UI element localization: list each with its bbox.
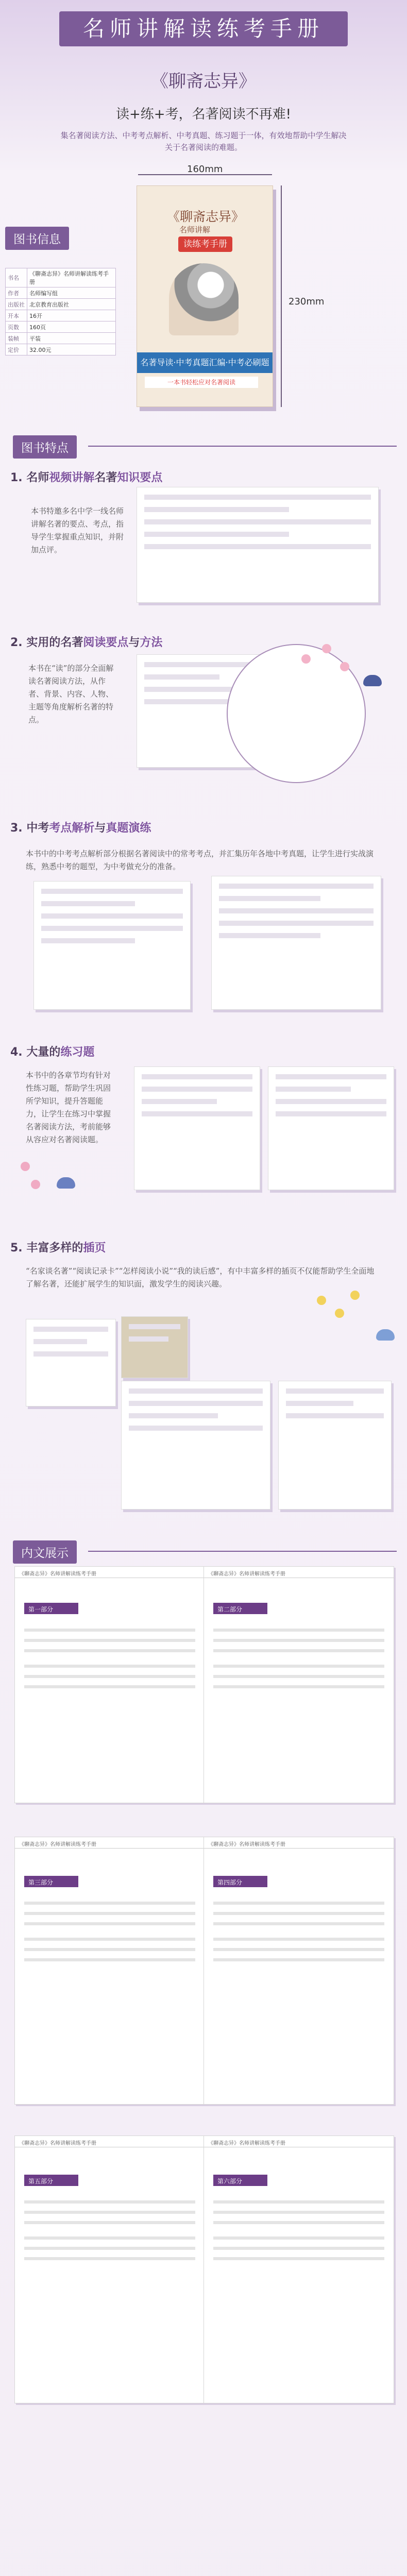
feature-3	[10, 819, 397, 1025]
book-cover	[137, 185, 273, 407]
info-row: 书名 《聊斋志异》名师讲解读练考手册	[6, 268, 116, 287]
info-row: 定价 32.00元	[6, 344, 116, 355]
info-row: 出版社 北京教育出版社	[6, 299, 116, 310]
yellow-flower-decoration	[304, 1280, 407, 1373]
insert-page-card-4	[278, 1381, 392, 1510]
main-title-band: 名师讲解读练考手册	[59, 11, 348, 46]
slogan: 读+练+考，名著阅读不再难!	[116, 107, 291, 122]
inside-section-heading: 内文展示	[13, 1540, 404, 1562]
section-divider	[88, 1551, 397, 1552]
book-info-table	[5, 268, 116, 355]
teacher-profile-sample	[137, 487, 379, 603]
feature-2-title: 2. 实用的名著阅读要点与方法	[10, 636, 163, 649]
info-row: 页数 160页	[6, 321, 116, 333]
feature-2	[10, 634, 397, 799]
book-cover-band: 名著导读·中考真题汇编·中考必刷题	[137, 352, 273, 373]
book-cover-badge: 读练考手册	[178, 236, 232, 252]
features-section-heading: 图书特点	[13, 435, 404, 457]
exam-analysis-sample-right	[211, 876, 381, 1010]
page-header	[0, 0, 407, 170]
feature-4	[10, 1043, 397, 1213]
feature-5-title: 5. 丰富多样的插页	[10, 1242, 106, 1255]
inside-page-2: 《聊斋志异》名师讲解读练考手册 第二部分	[204, 1566, 394, 1803]
inside-page-5: 《聊斋志异》名师讲解读练考手册 第五部分	[14, 2136, 205, 2403]
feature-1	[10, 469, 397, 618]
inside-page-6: 《聊斋志异》名师讲解读练考手册 第六部分	[204, 2136, 394, 2403]
bird-branch-decoration	[10, 1146, 139, 1239]
inside-page-4: 《聊斋志异》名师讲解读练考手册 第四部分	[204, 1837, 394, 2105]
exam-analysis-sample-left	[33, 881, 191, 1010]
book-cover-illustration	[169, 263, 239, 335]
feature-3-text: 本书中的中考考点解析部分根据名著阅读中的常考考点，并汇集历年各地中考真题，让学生进行实战演练，熟悉中考的题型，为中考做充分的准备。	[26, 849, 374, 871]
feature-1-text: 本书特邀多名中学一线名师讲解名著的要点、考点，指导学生掌握重点知识，并附加点评。	[31, 506, 124, 554]
book-cover-title: 《聊斋志异》	[167, 209, 245, 224]
info-row: 作者 名师编写组	[6, 287, 116, 299]
height-label: 230mm	[289, 296, 325, 307]
insert-page-card-1	[26, 1319, 116, 1406]
flower-branch-decoration	[291, 623, 407, 716]
inside-page-3: 《聊斋志异》名师讲解读练考手册 第三部分	[14, 1837, 205, 2105]
insert-page-card-2	[121, 1316, 188, 1378]
inside-page-1: 《聊斋志异》名师讲解读练考手册 第一部分	[14, 1566, 205, 1803]
book-name-title: 《聊斋志异》	[151, 71, 256, 92]
section-divider	[88, 446, 397, 447]
width-label: 160mm	[187, 164, 223, 175]
book-display	[0, 164, 407, 433]
feature-5-text: “名家谈名著”“阅读记录卡”“怎样阅读小说”“我的读后感”，有中丰富多样的插页不仅能帮助学生全面地了解名著，还能扩展学生的知识面，激发学生的阅读兴趣。	[26, 1266, 375, 1289]
header-description: 集名著阅读方法、中考考点解析、中考真题、练习题于一体，有效地帮助中学生解决关于名著阅读的难题。	[60, 131, 347, 152]
info-row: 开本 16开	[6, 310, 116, 321]
book-cover-subtitle: 名师讲解	[179, 225, 211, 234]
feature-5	[10, 1239, 397, 1528]
height-dimension-line	[281, 185, 282, 407]
exercise-sample-right	[268, 1066, 394, 1190]
feature-4-title: 4. 大量的练习题	[10, 1046, 95, 1059]
exercise-sample-left	[134, 1066, 260, 1190]
insert-page-card-3	[121, 1381, 270, 1510]
feature-2-text: 本书在“读”的部分全面解读名著阅读方法，从作者、背景、内容、人物、主题等角度解析名著的特点。	[28, 664, 114, 724]
book-cover-small-band: 一本书轻松应对名著阅读	[145, 377, 258, 388]
info-row: 装帧 平装	[6, 333, 116, 344]
feature-4-text: 本书中的各章节均有针对性练习题，帮助学生巩固所学知识，提升答题能力，让学生在练习中掌握名著阅读方法，考前能够从容应对名著阅读题。	[26, 1071, 111, 1144]
feature-1-title: 1. 名师视频讲解名著知识要点	[10, 471, 163, 484]
feature-3-title: 3. 中考考点解析与真题演练	[10, 822, 151, 835]
info-section-heading: 图书信息	[5, 227, 124, 248]
